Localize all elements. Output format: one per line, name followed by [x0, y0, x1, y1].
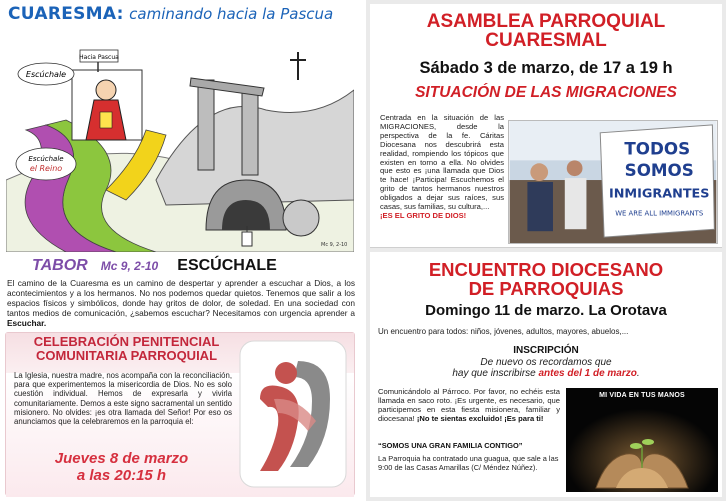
svg-text:Escúchale: Escúchale: [28, 155, 64, 163]
inscripcion-deadline: antes del 1 de marzo: [538, 368, 637, 379]
speech-bubble-left: [18, 63, 74, 85]
asamblea-title: [370, 12, 722, 50]
svg-text:INMIGRANTES: INMIGRANTES: [608, 186, 710, 202]
gospel-reference: Mc 9, 2-10: [100, 259, 159, 273]
svg-text:WE ARE ALL IMMIGRANTS: WE ARE ALL IMMIGRANTS: [615, 209, 704, 218]
inscripcion-line2: hay que inscribirse: [452, 368, 536, 379]
direction-sign: [79, 50, 119, 72]
encuentro-title: [370, 260, 722, 298]
right-column: [366, 0, 726, 501]
celebracion-title-line2: COMUNITARIA PARROQUIAL: [35, 348, 218, 363]
celebracion-date-line1: Jueves 8 de marzo: [54, 450, 189, 467]
escuchale-title: ESCÚCHALE: [177, 257, 277, 274]
camino-paragraph: [7, 278, 355, 328]
asamblea-paragraph: Centrada en la situación de las MIGRACIONES, desde la perspectiva de la fe. Cáritas Diocesana nos descubrirá esta realidad, rompiendo los tópicos que existen en torno a ella. No olvides que esto es ¡una llamada que Dios te hace! ¡Participa! Escuchemos el grito de tantos hermanos nuestros obligados a dejar sus raíces, sus casas, sus familias, su cultura,...: [380, 113, 504, 212]
encuentro-date: Domingo 11 de marzo. La Orotava: [425, 302, 667, 319]
asamblea-subtitle: SITUACIÓN DE LAS MIGRACIONES: [415, 84, 677, 101]
cuaresma-title-sub: caminando hacia la Pascua: [129, 5, 334, 23]
celebracion-box: [5, 332, 355, 496]
cuaresma-title: [8, 4, 353, 30]
encuentro-box: [370, 252, 722, 497]
asamblea-text: [380, 114, 504, 221]
somos-familia: “SOMOS UNA GRAN FAMILIA CONTIGO”: [378, 441, 523, 450]
speech-bubble-bottom: [16, 148, 76, 180]
svg-text:TODOS: TODOS: [624, 138, 691, 159]
asamblea-title-line2: CUARESMAL: [485, 30, 607, 51]
comunic-bold: ¡No te sientas excluido! ¡Es para ti!: [416, 413, 544, 423]
asamblea-box: [370, 4, 722, 248]
celebracion-text: La Iglesia, nuestra madre, nos acompaña con la reconciliación, para que experimentemos la misericordia de Dios. No es solo cuestión individual. Hemos de expresarla y vivirla comunitariamente. Demos a este signo sacramental un sentido misionero. No olvides: ¡es otra llamada del Señor! Por eso os anunciamos que la celebraremos en la parroquia el:: [14, 371, 233, 427]
hands-photo: [566, 388, 718, 492]
cross-icon: [290, 52, 306, 80]
encuentro-intro: Un encuentro para todos: niños, jóvenes, adultos, mayores, abuelos,...: [378, 327, 629, 336]
camino-text: El camino de la Cuaresma es un camino de despertar y aprender a escuchar a Dios, a los acontecimientos y a los hermanos. No nos podemos quedar quietos. Tenemos que salir a los espacios físicos y simbólicos, donde hay gritos de dolor, de soledad. En una sociedad con tantos medios de comunicación, ¿sabemos escuchar? Necesitamos con urgencia aprender a: [7, 278, 355, 318]
hands-icon: [566, 388, 718, 492]
comunic-paragraph: [378, 388, 560, 424]
inscripcion-heading: INSCRIPCIÓN: [513, 345, 579, 356]
grito-de-dios: ¡ES EL GRITO DE DIOS!: [380, 210, 467, 220]
migration-protest-photo: [508, 120, 718, 244]
guagua-text: La Parroquia ha contratado una guagua, que sale a las 9:00 de las Casas Amarillas (C/ Méndez Núñez).: [378, 454, 559, 472]
person-figure: [72, 70, 142, 140]
asamblea-date: Sábado 3 de marzo, de 17 a 19 h: [419, 59, 673, 77]
embrace-logo-icon: [238, 339, 348, 489]
svg-text:Escúchale: Escúchale: [25, 70, 67, 79]
cuaresma-title-main: CUARESMA:: [8, 4, 124, 24]
inscripcion-line2-wrap: hay que inscribirse antes del 1 de marzo.: [452, 368, 640, 379]
svg-text:SOMOS: SOMOS: [624, 160, 694, 181]
svg-text:Hacia Pascua: Hacia Pascua: [79, 54, 119, 61]
celebracion-title-line1: CELEBRACIÓN PENITENCIAL: [33, 334, 220, 349]
camino-bold: Escuchar.: [7, 318, 47, 328]
svg-text:el Reino: el Reino: [29, 164, 63, 173]
asamblea-title-line1: ASAMBLEA PARROQUIAL: [426, 11, 666, 32]
stone-caption: Mc 9, 2-10: [321, 242, 348, 248]
transfiguration-illustration: [6, 30, 354, 252]
celebracion-date: [14, 450, 229, 484]
left-column: [0, 0, 360, 501]
tabor-title: TABOR: [32, 257, 88, 274]
hands-caption: MI VIDA EN TUS MANOS: [599, 392, 685, 399]
tabor-heading: [32, 255, 352, 277]
encuentro-title-line1: ENCUENTRO DIOCESANO: [428, 259, 664, 280]
celebracion-title: [14, 335, 239, 363]
encuentro-title-line2: DE PARROQUIAS: [468, 278, 624, 299]
todos-somos-inmigrantes-sign: [600, 125, 714, 237]
inscripcion-text: [370, 357, 722, 379]
celebracion-date-line2: a las 20:15 h: [76, 467, 167, 484]
inscripcion-line1: De nuevo os recordamos que: [480, 357, 612, 368]
comunic-text: Comunicándolo al Párroco. Por favor, no echéis esta llamada en saco roto. ¡Es urgente, es necesario, que participemos en esta fiesta misionera, familiar y diocesana!: [378, 387, 560, 423]
